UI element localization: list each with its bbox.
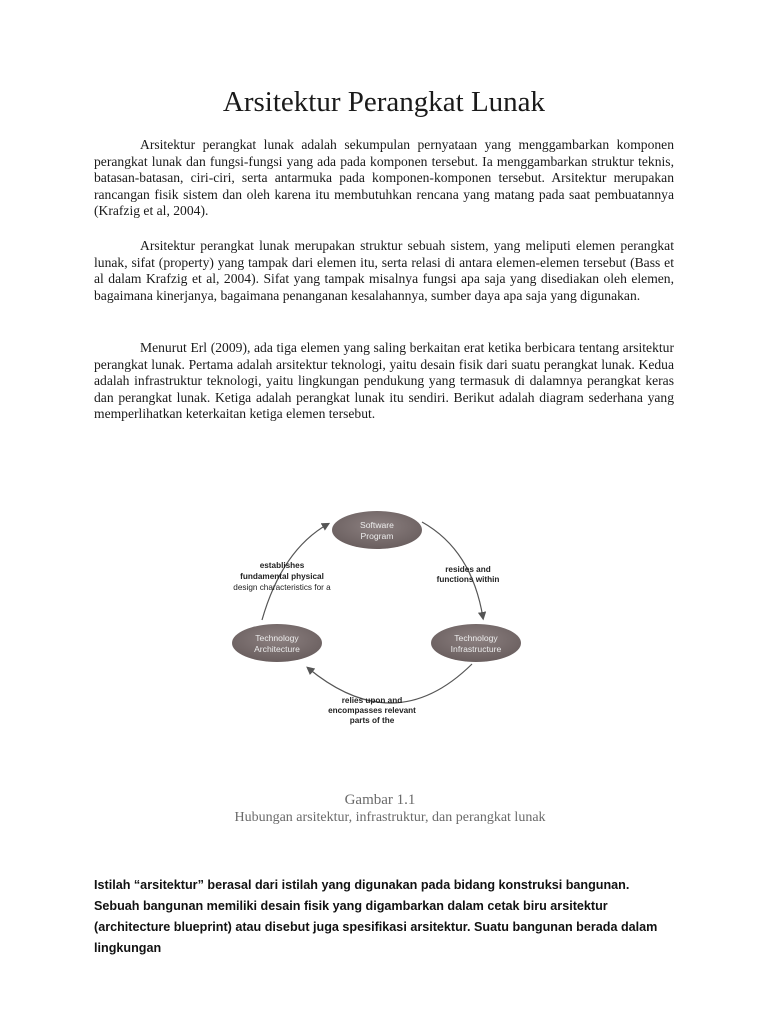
label-architecture-to-software: [233, 561, 331, 592]
svg-text:fundamental physical: fundamental physical: [240, 572, 324, 581]
node-technology-infrastructure: [431, 624, 521, 662]
svg-text:Program: Program: [360, 531, 394, 541]
svg-text:Infrastructure: Infrastructure: [450, 644, 502, 654]
svg-text:design characteristics for a: design characteristics for a: [233, 583, 331, 592]
node-technology-architecture: [232, 624, 322, 662]
svg-text:relies upon and: relies upon and: [341, 696, 403, 705]
paragraph-4: Istilah “arsitektur” berasal dari istilah yang digunakan pada bidang konstruksi bangunan. Sebuah bangunan memiliki desain fisik yang digambarkan dalam cetak biru arsitektur (architecture blueprint) atau disebut juga spesifikasi arsitektur. Suatu bangunan berada dalam lingkungan: [94, 878, 658, 955]
svg-text:resides and: resides and: [445, 565, 491, 574]
paragraph-3: Menurut Erl (2009), ada tiga elemen yang saling berkaitan erat ketika berbicara tentang arsitektur perangkat lunak. Pertama adalah arsitektur teknologi, yaitu desain fisik dari suatu perangkat lunak. Kedua adalah infrastruktur teknologi, yaitu lingkungan pendukung yang termasuk di dalamnya perangkat keras dan perangkat lunak. Ketiga adalah perangkat lunak itu sendiri. Berikut adalah diagram sederhana yang memperlihatkan keterkaitan ketiga elemen tersebut.: [94, 340, 674, 422]
svg-text:Software: Software: [360, 520, 394, 530]
diagram-svg: [200, 500, 580, 740]
relationship-diagram: [200, 500, 580, 740]
paragraph-1: Arsitektur perangkat lunak adalah sekumpulan pernyataan yang menggambarkan komponen perangkat lunak dan fungsi-fungsi yang ada pada komponen tersebut. Ia menggambarkan struktur teknis, batasan-batasan, ciri-ciri, serta antarmuka pada komponen-komponen tersebut. Arsitektur merupakan rancangan fisik sistem dan oleh karena itu membutuhkan rencana yang matang pada saat pembuatannya (Krafzig et al, 2004).: [94, 137, 674, 219]
svg-text:encompasses relevant: encompasses relevant: [328, 706, 416, 715]
svg-text:Technology: Technology: [255, 633, 299, 643]
svg-text:functions within: functions within: [436, 575, 500, 584]
svg-text:Architecture: Architecture: [254, 644, 300, 654]
document-title: Arsitektur Perangkat Lunak: [222, 86, 546, 118]
svg-text:Technology: Technology: [454, 633, 498, 643]
label-software-to-infrastructure: [437, 565, 500, 584]
paragraph-2: Arsitektur perangkat lunak merupakan struktur sebuah sistem, yang meliputi elemen perangkat lunak, sifat (property) yang tampak dari elemen itu, serta relasi di antara elemen-elemen tersebut (Bass et al dalam Krafzig et al, 2004). Sifat yang tampak misalnya fungsi apa saja yang disediakan oleh elemen, bagaimana kinerjanya, bagaimana penanganan kesalahannya, sumber daya apa saja yang digunakan.: [94, 238, 674, 303]
svg-text:parts of the: parts of the: [349, 716, 395, 725]
svg-text:establishes: establishes: [259, 561, 305, 570]
figure-caption-number: Gambar 1.1: [344, 792, 416, 808]
figure-caption-text: Hubungan arsitektur, infrastruktur, dan perangkat lunak: [234, 810, 546, 825]
label-infrastructure-to-architecture: [328, 696, 416, 725]
node-software-program: [332, 511, 422, 549]
